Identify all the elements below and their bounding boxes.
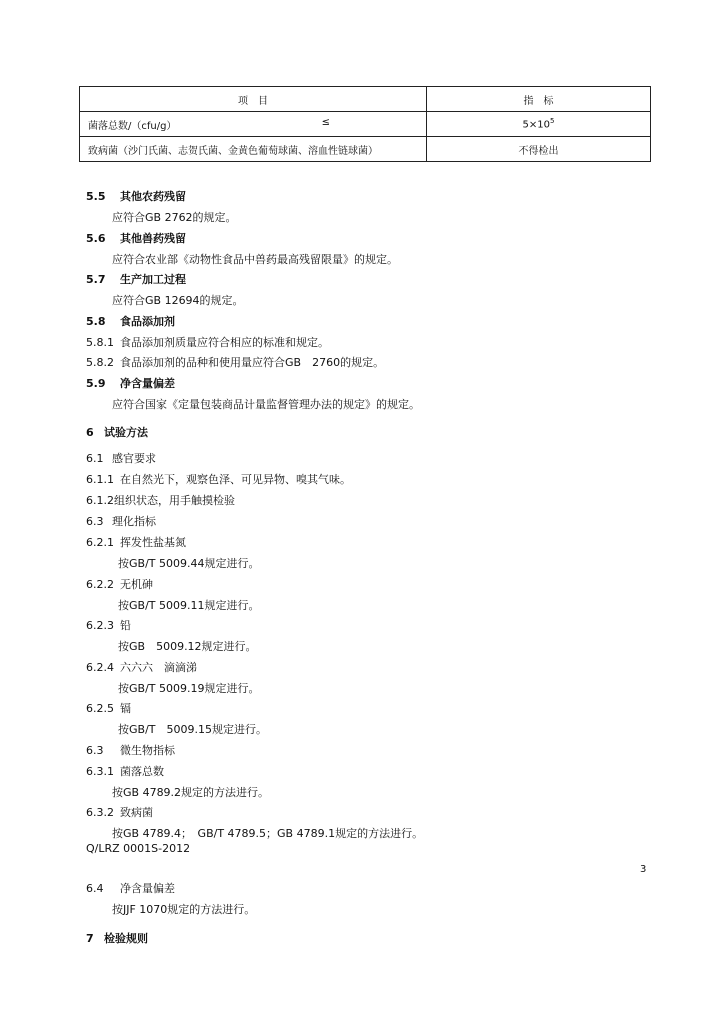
row-item-label: 菌落总数/（cfu/g） bbox=[88, 120, 177, 132]
clause: 5.8.1 食品添加剂质量应符合相应的标准和规定。 bbox=[86, 336, 329, 349]
row-item-cell bbox=[80, 137, 427, 162]
body-text: 应符合农业部《动物性食品中兽药最高残留限量》的规定。 bbox=[112, 253, 398, 266]
row-operator: ≤ bbox=[321, 116, 330, 128]
section-heading: 5.5 其他农药残留 bbox=[86, 190, 186, 203]
header-item: 项 目 bbox=[80, 87, 427, 112]
clause: 6.3 理化指标 bbox=[86, 515, 156, 528]
section-heading: 5.9 净含量偏差 bbox=[86, 377, 175, 390]
clause: 6.1 感官要求 bbox=[86, 452, 156, 465]
row-value: 5×10 bbox=[522, 119, 550, 131]
row-value-cell bbox=[427, 112, 651, 137]
row-value-cell bbox=[427, 137, 651, 162]
body-text: 按GB/T 5009.19规定进行。 bbox=[118, 682, 260, 695]
specification-table bbox=[79, 86, 651, 162]
row-value: 不得检出 bbox=[518, 145, 559, 157]
section-heading: 5.8 食品添加剂 bbox=[86, 315, 175, 328]
body-text: 应符合GB 12694的规定。 bbox=[112, 294, 244, 307]
page-number: 3 bbox=[640, 864, 647, 875]
body-text: 按GB/T 5009.11规定进行。 bbox=[118, 599, 260, 612]
body-text: 按GB/T 5009.15规定进行。 bbox=[118, 723, 267, 736]
chapter-heading: 7 检验规则 bbox=[86, 932, 148, 945]
clause: 6.2.4 六六六 滴滴涕 bbox=[86, 661, 197, 674]
body-text: 按GB/T 5009.44规定进行。 bbox=[118, 557, 260, 570]
table-row bbox=[80, 112, 651, 137]
chapter-heading: 6 试验方法 bbox=[86, 426, 148, 439]
row-value-exponent: 5 bbox=[550, 117, 555, 126]
clause: 6.2.2 无机砷 bbox=[86, 578, 153, 591]
body-text: 按GB 4789.4； GB/T 4789.5；GB 4789.1规定的方法进行。 bbox=[112, 827, 424, 840]
clause: 6.3 微生物指标 bbox=[86, 744, 175, 757]
table-header-row bbox=[80, 87, 651, 112]
header-value: 指 标 bbox=[427, 87, 651, 112]
clause: 6.2.3 铅 bbox=[86, 619, 131, 632]
clause: 6.1.2组织状态，用手触摸检验 bbox=[86, 494, 235, 507]
section-heading: 5.6 其他兽药残留 bbox=[86, 232, 186, 245]
section-heading: 5.7 生产加工过程 bbox=[86, 273, 186, 286]
body-text: 按JJF 1070规定的方法进行。 bbox=[112, 903, 256, 916]
clause: 6.3.2 致病菌 bbox=[86, 806, 153, 819]
row-item-label: 致病菌（沙门氏菌、志贺氏菌、金黄色葡萄球菌、溶血性链球菌） bbox=[88, 145, 378, 157]
document-code: Q/LRZ 0001S-2012 bbox=[86, 842, 191, 855]
body-text: 按GB 5009.12规定进行。 bbox=[118, 640, 257, 653]
clause: 6.3.1 菌落总数 bbox=[86, 765, 164, 778]
clause: 6.4 净含量偏差 bbox=[86, 882, 175, 895]
table-row bbox=[80, 137, 651, 162]
row-item-cell bbox=[80, 112, 427, 137]
clause: 6.2.5 镉 bbox=[86, 702, 131, 715]
clause: 6.2.1 挥发性盐基氮 bbox=[86, 536, 186, 549]
body-text: 应符合GB 2762的规定。 bbox=[112, 211, 237, 224]
body-text: 按GB 4789.2规定的方法进行。 bbox=[112, 786, 270, 799]
clause: 6.1.1 在自然光下，观察色泽、可见异物、嗅其气味。 bbox=[86, 473, 351, 486]
body-text: 应符合国家《定量包装商品计量监督管理办法的规定》的规定。 bbox=[112, 398, 420, 411]
clause: 5.8.2 食品添加剂的品种和使用量应符合GB 2760的规定。 bbox=[86, 356, 385, 369]
